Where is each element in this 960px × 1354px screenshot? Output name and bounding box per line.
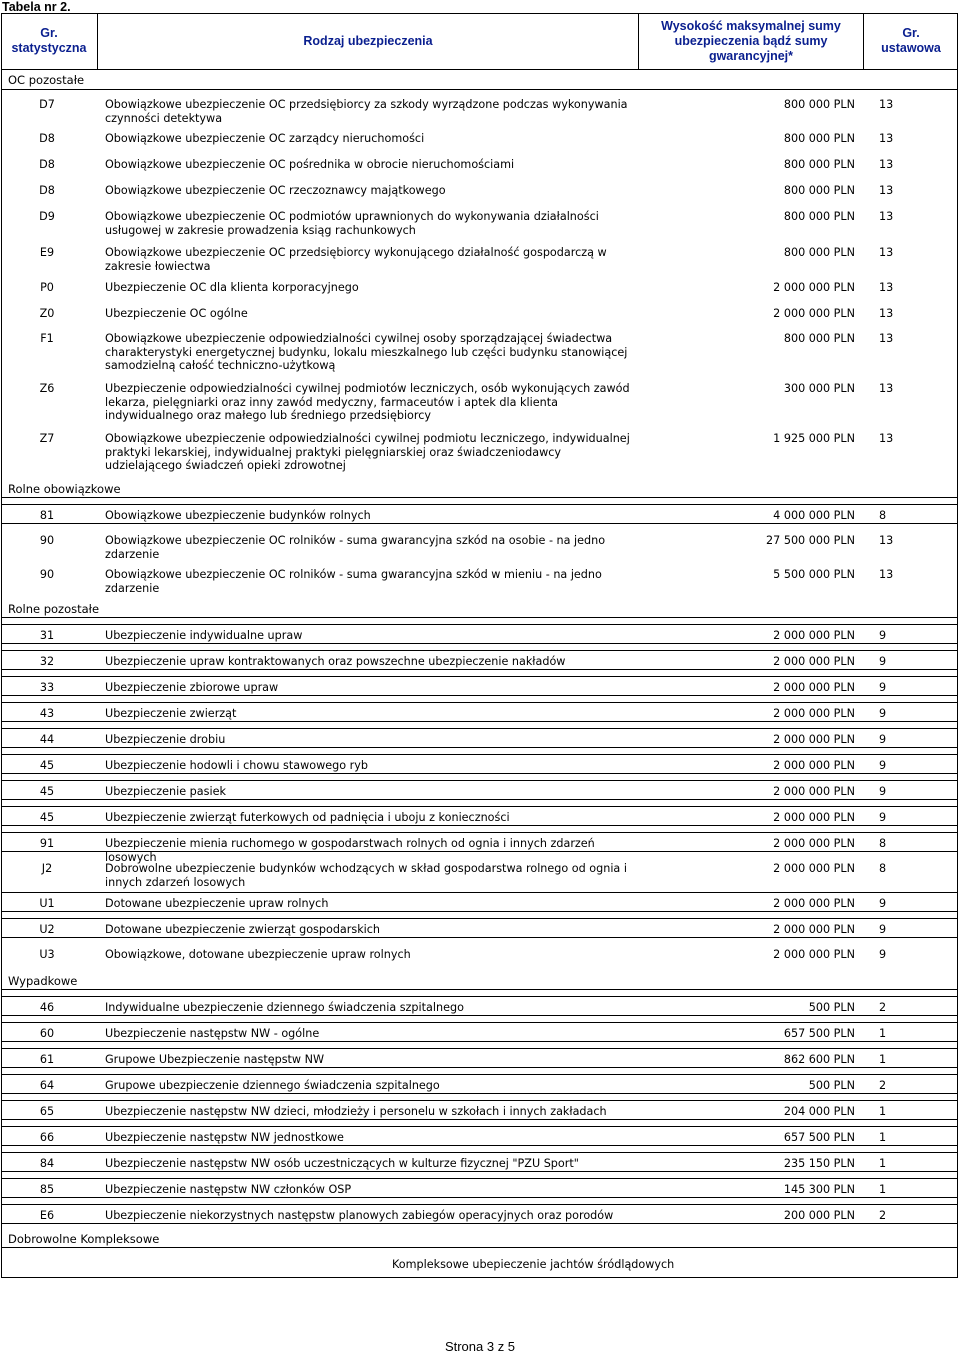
row-name: Obowiązkowe ubezpieczenie OC zarządcy nieruchomości bbox=[105, 132, 425, 145]
table-row bbox=[1, 128, 958, 156]
table-row bbox=[1, 1074, 958, 1094]
row-name: Ubezpieczenie następstw NW dzieci, młodzieży i personelu w szkołach i innych zakładach bbox=[105, 1105, 607, 1118]
page-footer: Strona 3 z 5 bbox=[444, 1339, 516, 1354]
row-name: Ubezpieczenie następstw NW jednostkowe bbox=[105, 1131, 344, 1144]
table-row bbox=[1, 728, 958, 748]
row-group: 13 bbox=[879, 184, 894, 197]
row-sum: 2 000 000 PLN bbox=[773, 307, 855, 320]
table-row bbox=[1, 564, 958, 595]
row-name: Obowiązkowe ubezpieczenie OC przedsiębiorcy za szkody wyrządzone podczas wykonywania czynności detektywa bbox=[105, 98, 628, 125]
row-sum: 5 500 000 PLN bbox=[773, 568, 855, 581]
row-sum: 2 000 000 PLN bbox=[773, 837, 855, 850]
row-sum: 145 300 PLN bbox=[783, 1183, 855, 1196]
row-name: Indywidualne ubezpieczenie dziennego świadczenia szpitalnego bbox=[105, 1001, 464, 1014]
table-row bbox=[1, 754, 958, 774]
row-code: U2 bbox=[39, 923, 55, 936]
row-group: 9 bbox=[879, 785, 887, 798]
row-sum: 657 500 PLN bbox=[783, 1027, 855, 1040]
row-code: E9 bbox=[39, 246, 55, 259]
table-title: Tabela nr 2. bbox=[2, 0, 71, 14]
table-row bbox=[1, 1204, 958, 1224]
table-row bbox=[1, 676, 958, 696]
row-group: 9 bbox=[879, 707, 887, 720]
table-row bbox=[1, 206, 958, 237]
row-name: Ubezpieczenie zwierząt bbox=[105, 707, 237, 720]
row-sum: 235 150 PLN bbox=[783, 1157, 855, 1170]
table-row bbox=[1, 328, 958, 372]
row-name: Obowiązkowe ubezpieczenie OC podmiotów uprawnionych do wykonywania działalności usługowej w zakresie prowadzenia ksiąg rachunkowych bbox=[105, 210, 599, 237]
section-label-rolne_poz: Rolne pozostałe bbox=[8, 602, 100, 616]
row-name: Ubezpieczenie następstw NW osób uczestniczących w kulturze fizycznej "PZU Sport" bbox=[105, 1157, 579, 1170]
row-name: Ubezpieczenie indywidualne upraw bbox=[105, 629, 303, 642]
table-row bbox=[1, 892, 958, 912]
section-label-oc: OC pozostałe bbox=[8, 73, 85, 87]
row-name: Ubezpieczenie niekorzystnych następstw planowych zabiegów operacyjnych oraz porodów bbox=[105, 1209, 614, 1222]
row-sum: 862 600 PLN bbox=[783, 1053, 855, 1066]
row-group: 9 bbox=[879, 759, 887, 772]
row-group: 1 bbox=[879, 1157, 887, 1170]
row-code: E6 bbox=[39, 1209, 55, 1222]
row-code: 84 bbox=[39, 1157, 55, 1170]
row-name: Ubezpieczenie zbiorowe upraw bbox=[105, 681, 279, 694]
row-sum: 200 000 PLN bbox=[783, 1209, 855, 1222]
row-sum: 300 000 PLN bbox=[783, 382, 855, 395]
row-name: Ubezpieczenie zwierząt futerkowych od padnięcia i uboju z konieczności bbox=[105, 811, 510, 824]
row-sum: 657 500 PLN bbox=[783, 1131, 855, 1144]
row-code: 45 bbox=[39, 785, 55, 798]
row-code: Z7 bbox=[39, 432, 55, 445]
row-code: P0 bbox=[40, 281, 54, 294]
row-name: Ubezpieczenie OC dla klienta korporacyjnego bbox=[105, 281, 359, 294]
row-name: Obowiązkowe ubezpieczenie odpowiedzialności cywilnej podmiotu leczniczego, indywidualnej praktyki lekarskiej, indywidualnej praktyki pielęgniarskiej oraz świadczeniodawcy udzielającego świadczeń opieki zdrowotnej bbox=[105, 432, 630, 472]
table-row bbox=[1, 806, 958, 826]
row-name: Obowiązkowe ubezpieczenie OC pośrednika w obrocie nieruchomościami bbox=[105, 158, 515, 171]
section-label-dobrowolne: Dobrowolne Kompleksowe bbox=[8, 1232, 160, 1246]
table-row bbox=[1, 428, 958, 472]
row-sum: 2 000 000 PLN bbox=[773, 759, 855, 772]
row-group: 13 bbox=[879, 246, 894, 259]
table-row bbox=[1, 1178, 958, 1198]
row-sum: 800 000 PLN bbox=[783, 246, 855, 259]
section-divider bbox=[1, 989, 958, 990]
row-name: Obowiązkowe ubezpieczenie OC rolników - suma gwarancyjna szkód w mieniu - na jedno zdarzenie bbox=[105, 568, 602, 595]
row-group: 9 bbox=[879, 811, 887, 824]
table-row bbox=[1, 1100, 958, 1120]
row-group: 1 bbox=[879, 1027, 887, 1040]
row-group: 2 bbox=[879, 1001, 887, 1014]
row-name: Dobrowolne ubezpieczenie budynków wchodzących w skład gospodarstwa rolnego od ognia i innych zdarzeń losowych bbox=[105, 862, 627, 889]
row-name: Obowiązkowe ubezpieczenie OC przedsiębiorcy wykonującego działalność gospodarczą w zakresie łowiectwa bbox=[105, 246, 607, 273]
row-group: 1 bbox=[879, 1183, 887, 1196]
table-row bbox=[1, 378, 958, 422]
row-group: 13 bbox=[879, 98, 894, 111]
table-row bbox=[1, 624, 958, 644]
table-row bbox=[1, 918, 958, 938]
row-sum: 2 000 000 PLN bbox=[773, 923, 855, 936]
row-code: 31 bbox=[39, 629, 55, 642]
section-divider bbox=[1, 89, 958, 90]
row-group: 8 bbox=[879, 862, 887, 875]
row-name: Ubezpieczenie następstw NW członków OSP bbox=[105, 1183, 352, 1196]
row-code: 64 bbox=[39, 1079, 55, 1092]
row-code: 66 bbox=[39, 1131, 55, 1144]
row-sum: 500 PLN bbox=[808, 1001, 855, 1014]
table-row bbox=[1, 180, 958, 208]
row-code: 43 bbox=[39, 707, 55, 720]
row-group: 13 bbox=[879, 382, 894, 395]
row-group: 13 bbox=[879, 432, 894, 445]
row-sum: 2 000 000 PLN bbox=[773, 948, 855, 961]
row-sum: 800 000 PLN bbox=[783, 98, 855, 111]
row-code: 60 bbox=[39, 1027, 55, 1040]
table-row bbox=[1, 1048, 958, 1068]
row-group: 1 bbox=[879, 1053, 887, 1066]
row-group: 13 bbox=[879, 332, 894, 345]
row-code: 65 bbox=[39, 1105, 55, 1118]
row-name: Ubezpieczenie odpowiedzialności cywilnej podmiotów leczniczych, osób wykonujących zawód lekarza, pielęgniarki oraz inny zawód medyczny, farmaceutów i aptek dla klienta indywidualnego oraz małego lub średniego przedsiębiorcy bbox=[105, 382, 630, 422]
row-code: D9 bbox=[39, 210, 55, 223]
row-code: D7 bbox=[39, 98, 55, 111]
row-group: 13 bbox=[879, 158, 894, 171]
row-sum: 2 000 000 PLN bbox=[773, 681, 855, 694]
section-label-wypadkowe: Wypadkowe bbox=[8, 974, 78, 988]
section-divider bbox=[1, 617, 958, 618]
row-name: Ubezpieczenie drobiu bbox=[105, 733, 226, 746]
row-code: 44 bbox=[39, 733, 55, 746]
row-sum: 27 500 000 PLN bbox=[766, 534, 855, 547]
row-group: 2 bbox=[879, 1079, 887, 1092]
table-row bbox=[1, 504, 958, 524]
table-row bbox=[1, 1152, 958, 1172]
table-row bbox=[1, 996, 958, 1016]
table-row bbox=[1, 832, 958, 864]
row-name: Ubezpieczenie upraw kontraktowanych oraz powszechne ubezpieczenie nakładów bbox=[105, 655, 566, 668]
row-sum: 2 000 000 PLN bbox=[773, 897, 855, 910]
row-sum: 2 000 000 PLN bbox=[773, 733, 855, 746]
row-name: Ubezpieczenie hodowli i chowu stawowego ryb bbox=[105, 759, 368, 772]
row-code: 33 bbox=[39, 681, 55, 694]
row-name: Obowiązkowe ubezpieczenie odpowiedzialności cywilnej osoby sporządzającej świadectwa charakterystyki energetycznej budynku, lokalu mieszkalnego lub części budynku stanowiącej samodzielną całość techniczno-użytkową bbox=[105, 332, 628, 372]
row-code: Z6 bbox=[39, 382, 55, 395]
row-name: Dotowane ubezpieczenie zwierząt gospodarskich bbox=[105, 923, 381, 936]
row-sum: 1 925 000 PLN bbox=[773, 432, 855, 445]
row-code: 32 bbox=[39, 655, 55, 668]
row-code: D8 bbox=[39, 184, 55, 197]
row-group: 9 bbox=[879, 733, 887, 746]
row-group: 9 bbox=[879, 897, 887, 910]
row-sum: 800 000 PLN bbox=[783, 184, 855, 197]
row-sum: 800 000 PLN bbox=[783, 158, 855, 171]
row-group: 1 bbox=[879, 1105, 887, 1118]
row-code: 90 bbox=[39, 534, 55, 547]
row-name: Ubezpieczenie OC ogólne bbox=[105, 307, 248, 320]
row-sum: 2 000 000 PLN bbox=[773, 811, 855, 824]
section-label-rolne_obow: Rolne obowiązkowe bbox=[8, 482, 121, 496]
row-name: Ubezpieczenie pasiek bbox=[105, 785, 226, 798]
row-group: 9 bbox=[879, 923, 887, 936]
row-code: U3 bbox=[39, 948, 55, 961]
row-code: 90 bbox=[39, 568, 55, 581]
table-row bbox=[1, 303, 958, 331]
row-group: 9 bbox=[879, 681, 887, 694]
table-row bbox=[1, 702, 958, 722]
table-row bbox=[1, 94, 958, 125]
row-group: 13 bbox=[879, 210, 894, 223]
table-row bbox=[1, 154, 958, 182]
section-divider bbox=[1, 497, 958, 498]
row-sum: 2 000 000 PLN bbox=[773, 281, 855, 294]
row-sum: 2 000 000 PLN bbox=[773, 707, 855, 720]
table-row bbox=[1, 530, 958, 561]
table-row bbox=[1, 242, 958, 273]
table-header bbox=[1, 13, 958, 70]
row-group: 2 bbox=[879, 1209, 887, 1222]
row-group: 8 bbox=[879, 509, 887, 522]
row-sum: 4 000 000 PLN bbox=[773, 509, 855, 522]
row-code: 45 bbox=[39, 811, 55, 824]
row-code: D8 bbox=[39, 132, 55, 145]
row-group: 9 bbox=[879, 948, 887, 961]
row-code: U1 bbox=[39, 897, 55, 910]
row-code: 46 bbox=[39, 1001, 55, 1014]
row-group: 8 bbox=[879, 837, 887, 850]
row-code: F1 bbox=[40, 332, 54, 345]
row-name: Ubezpieczenie następstw NW - ogólne bbox=[105, 1027, 320, 1040]
row-sum: 500 PLN bbox=[808, 1079, 855, 1092]
header-gr-ustawowa: Gr. ustawowa bbox=[864, 13, 958, 70]
section-divider bbox=[1, 1247, 958, 1248]
table-row bbox=[1, 1126, 958, 1146]
kompleksowe-item: Kompleksowe ubepieczenie jachtów śródlądowych bbox=[392, 1258, 675, 1271]
header-rodzaj: Rodzaj ubezpieczenia bbox=[98, 13, 639, 70]
row-code: 45 bbox=[39, 759, 55, 772]
row-sum: 2 000 000 PLN bbox=[773, 862, 855, 875]
table-row bbox=[1, 1022, 958, 1042]
row-code: 91 bbox=[39, 837, 55, 850]
row-sum: 800 000 PLN bbox=[783, 210, 855, 223]
row-name: Grupowe ubezpieczenie dziennego świadczenia szpitalnego bbox=[105, 1079, 440, 1092]
table-row bbox=[1, 858, 958, 889]
table-row bbox=[1, 277, 958, 305]
row-code: 61 bbox=[39, 1053, 55, 1066]
header-gr-statystyczna: Gr. statystyczna bbox=[1, 13, 98, 70]
row-sum: 2 000 000 PLN bbox=[773, 629, 855, 642]
row-name: Obowiązkowe ubezpieczenie budynków rolnych bbox=[105, 509, 371, 522]
row-name: Obowiązkowe ubezpieczenie OC rolników - suma gwarancyjna szkód na osobie - na jedno zdarzenie bbox=[105, 534, 606, 561]
row-sum: 2 000 000 PLN bbox=[773, 785, 855, 798]
row-code: D8 bbox=[39, 158, 55, 171]
row-group: 13 bbox=[879, 534, 894, 547]
row-sum: 2 000 000 PLN bbox=[773, 655, 855, 668]
row-group: 9 bbox=[879, 629, 887, 642]
row-group: 13 bbox=[879, 281, 894, 294]
table-row bbox=[1, 780, 958, 800]
row-group: 13 bbox=[879, 307, 894, 320]
row-group: 9 bbox=[879, 655, 887, 668]
table-row bbox=[1, 650, 958, 670]
row-code: J2 bbox=[41, 862, 53, 875]
row-name: Grupowe Ubezpieczenie następstw NW bbox=[105, 1053, 325, 1066]
row-code: 81 bbox=[39, 509, 55, 522]
row-sum: 800 000 PLN bbox=[783, 132, 855, 145]
table-row bbox=[1, 944, 958, 972]
row-name: Obowiązkowe, dotowane ubezpieczenie upraw rolnych bbox=[105, 948, 411, 961]
row-group: 13 bbox=[879, 132, 894, 145]
header-suma: Wysokość maksymalnej sumy ubezpieczenia bądź sumy gwarancyjnej* bbox=[639, 13, 864, 70]
row-group: 1 bbox=[879, 1131, 887, 1144]
row-group: 13 bbox=[879, 568, 894, 581]
row-sum: 204 000 PLN bbox=[783, 1105, 855, 1118]
row-code: Z0 bbox=[39, 307, 55, 320]
row-code: 85 bbox=[39, 1183, 55, 1196]
row-name: Dotowane ubezpieczenie upraw rolnych bbox=[105, 897, 329, 910]
row-sum: 800 000 PLN bbox=[783, 332, 855, 345]
row-name: Ubezpieczenie mienia ruchomego w gospodarstwach rolnych od ognia i innych zdarzeń losowych bbox=[105, 837, 595, 864]
row-name: Obowiązkowe ubezpieczenie OC rzeczoznawcy majątkowego bbox=[105, 184, 446, 197]
